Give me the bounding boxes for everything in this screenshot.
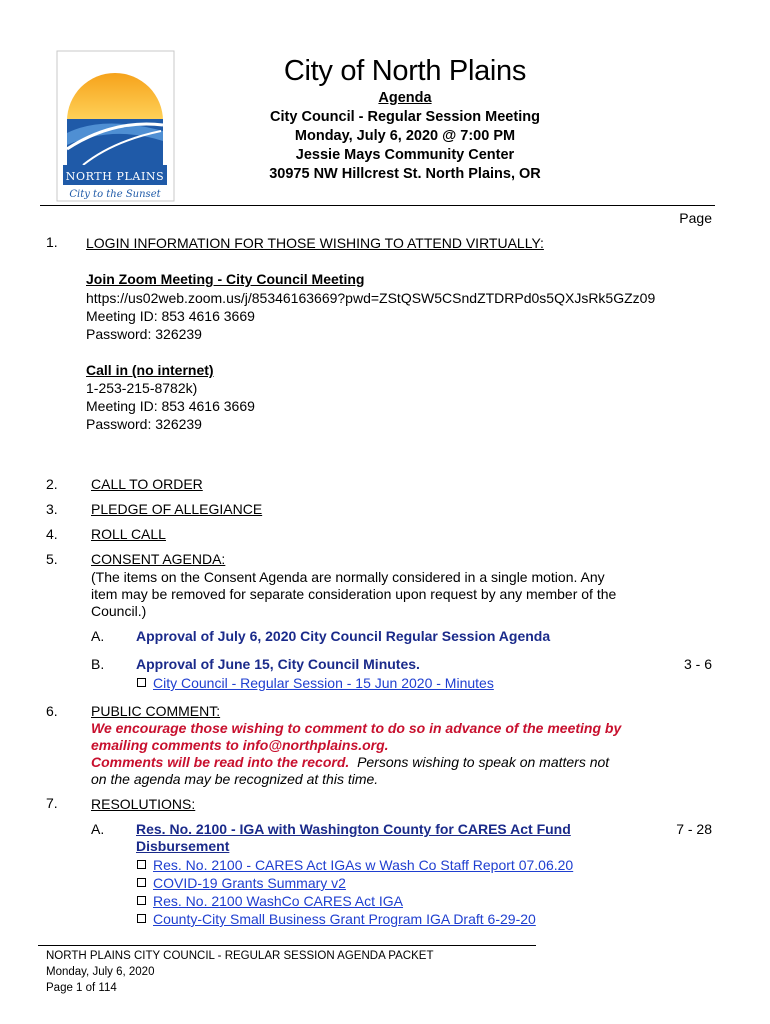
meeting-date: Monday, July 6, 2020 @ 7:00 PM	[294, 128, 516, 144]
zoom-password: Password: 326239	[86, 326, 202, 342]
resolution-title[interactable]: Res. No. 2100 - IGA with Washington County for CARES Act Fund	[136, 821, 571, 837]
attachment-row	[137, 674, 494, 692]
header-divider	[40, 205, 715, 206]
checkbox-icon	[137, 896, 146, 905]
agenda-heading: Agenda	[378, 90, 432, 106]
attachment-link[interactable]: City Council - Regular Session - 15 Jun 2020 - Minutes	[153, 675, 494, 691]
subitem-letter: A.	[91, 628, 105, 644]
meeting-name: City Council - Regular Session Meeting	[270, 109, 540, 125]
subitem-letter: B.	[91, 656, 105, 672]
footer-packet-title: NORTH PLAINS CITY COUNCIL - REGULAR SESSION AGENDA PACKET	[46, 950, 434, 962]
meeting-venue: Jessie Mays Community Center	[295, 147, 515, 163]
zoom-meeting-id: Meeting ID: 853 4616 3669	[86, 308, 255, 324]
footer-date: Monday, July 6, 2020	[46, 966, 155, 978]
call-in-password: Password: 326239	[86, 416, 202, 432]
public-comment-text: Persons wishing to speak on matters not	[357, 754, 610, 770]
zoom-url[interactable]: https://us02web.zoom.us/j/85346163669?pwd=ZStQSW5CSndZTDRPd0s5QXJsRk5GZz09	[86, 290, 656, 306]
item-6-label: PUBLIC COMMENT:	[91, 703, 221, 719]
page-range: 3 - 6	[683, 656, 712, 672]
page-column-label: Page	[679, 210, 712, 226]
checkbox-icon	[137, 914, 146, 923]
item-number: 6.	[46, 703, 58, 719]
attachment-row	[137, 874, 346, 892]
public-comment-note: emailing comments to info@northplains.org.	[91, 737, 389, 753]
consent-item-a: Approval of July 6, 2020 City Council Regular Session Agenda	[136, 628, 551, 644]
footer-divider	[38, 945, 536, 946]
public-comment-note: Comments will be read into the record.	[91, 754, 350, 770]
checkbox-icon	[137, 878, 146, 887]
attachment-row	[137, 910, 536, 928]
call-in-heading: Call in (no internet)	[86, 362, 214, 378]
item-number: 5.	[46, 551, 58, 567]
item-4-label: ROLL CALL	[91, 526, 166, 542]
consent-description-line: Council.)	[91, 603, 147, 619]
item-3-label: PLEDGE OF ALLEGIANCE	[91, 501, 263, 517]
item-number: 1.	[46, 234, 58, 250]
consent-description-line: item may be removed for separate consideration upon request by any member of the	[91, 586, 617, 602]
public-comment-line	[91, 753, 609, 771]
public-comment-text: on the agenda may be recognized at this time.	[91, 771, 379, 787]
item-7-label: RESOLUTIONS:	[91, 796, 196, 812]
attachment-link[interactable]: Res. No. 2100 WashCo CARES Act IGA	[153, 893, 404, 909]
page-title: City of North Plains	[283, 55, 527, 87]
subitem-letter: A.	[91, 821, 105, 837]
item-1-label: LOGIN INFORMATION FOR THOSE WISHING TO ATTEND VIRTUALLY:	[86, 235, 544, 251]
resolution-title[interactable]: Disbursement	[136, 838, 230, 854]
attachment-link[interactable]: Res. No. 2100 - CARES Act IGAs w Wash Co Staff Report 07.06.20	[153, 857, 574, 873]
item-5-label: CONSENT AGENDA:	[91, 551, 226, 567]
zoom-heading: Join Zoom Meeting - City Council Meeting	[86, 271, 365, 287]
meeting-address: 30975 NW Hillcrest St. North Plains, OR	[269, 166, 541, 182]
consent-description-line: (The items on the Consent Agenda are normally considered in a single motion. Any	[91, 569, 605, 585]
call-in-meeting-id: Meeting ID: 853 4616 3669	[86, 398, 255, 414]
checkbox-icon	[137, 860, 146, 869]
consent-item-b: Approval of June 15, City Council Minutes.	[136, 656, 420, 672]
call-in-phone: 1-253-215-8782k)	[86, 380, 198, 396]
logo-name: NORTH PLAINS	[65, 170, 165, 183]
attachment-link[interactable]: COVID-19 Grants Summary v2	[153, 875, 346, 891]
footer-page-number: Page 1 of 114	[46, 982, 117, 994]
attachment-row	[137, 856, 573, 874]
item-number: 3.	[46, 501, 58, 517]
public-comment-note: We encourage those wishing to comment to do so in advance of the meeting by	[91, 720, 622, 736]
logo-tagline: City to the Sunset	[69, 189, 161, 200]
item-2-label: CALL TO ORDER	[91, 476, 203, 492]
attachment-row	[137, 892, 403, 910]
item-number: 2.	[46, 476, 58, 492]
checkbox-icon	[137, 678, 146, 687]
attachment-link[interactable]: County-City Small Business Grant Program IGA Draft 6-29-20	[153, 911, 536, 927]
page-range: 7 - 28	[676, 821, 712, 837]
item-number: 7.	[46, 795, 58, 811]
item-number: 4.	[46, 526, 58, 542]
city-logo	[53, 49, 178, 207]
